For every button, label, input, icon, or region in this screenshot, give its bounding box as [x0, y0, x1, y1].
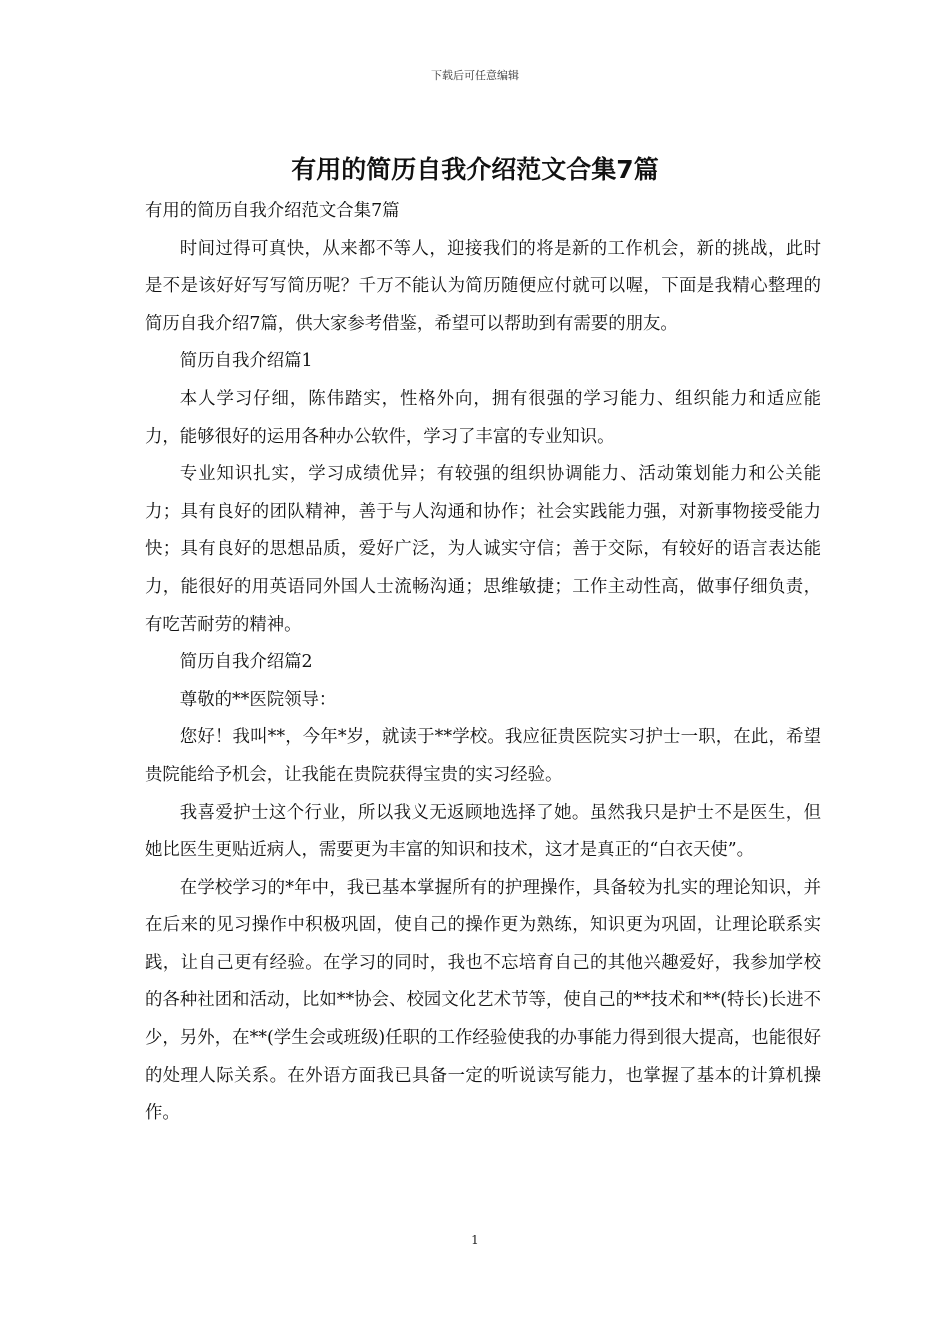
section-heading: 简历自我介绍篇2	[179, 652, 313, 673]
body-paragraph: 您好！我叫**，今年*岁，就读于**学校。我应征贵医院实习护士一职，在此，希望贵院能给予机会，让我能在贵院获得宝贵的实习经验。	[145, 727, 821, 785]
header-note: 下载后可任意编辑	[431, 69, 519, 82]
body-paragraph: 专业知识扎实，学习成绩优异；有较强的组织协调能力、活动策划能力和公关能力；具有良好的团队精神，善于与人沟通和协作；社会实践能力强，对新事物接受能力快；具有良好的思想品质，爱好广泛，为人诚实守信；善于交际，有较好的语言表达能力，能很好的用英语同外国人士流畅沟通；思维敏捷；工作主动性高，做事仔细负责，有吃苦耐劳的精神。	[145, 464, 821, 635]
subtitle-paragraph: 有用的简历自我介绍范文合集7篇	[145, 201, 400, 221]
document-title: 有用的简历自我介绍范文合集7篇	[291, 155, 659, 184]
body-paragraph: 我喜爱护士这个行业，所以我义无返顾地选择了她。虽然我只是护士不是医生，但她比医生更贴近病人，需要更为丰富的知识和技术，这才是真正的“白衣天使”。	[145, 802, 821, 861]
salutation-paragraph: 尊敬的**医院领导：	[179, 689, 337, 710]
page-number: 1	[471, 1233, 479, 1247]
intro-paragraph: 时间过得可真快，从来都不等人，迎接我们的将是新的工作机会，新的挑战，此时是不是该好好写写简历呢？千万不能认为简历随便应付就可以喔，下面是我精心整理的简历自我介绍7篇，供大家参考借鉴，希望可以帮助到有需要的朋友。	[145, 238, 821, 334]
section-heading: 简历自我介绍篇1	[179, 351, 313, 372]
document-body	[145, 193, 821, 1133]
body-paragraph: 本人学习仔细，陈伟踏实，性格外向，拥有很强的学习能力、组织能力和适应能力，能够很好的运用各种办公软件，学习了丰富的专业知识。	[145, 388, 821, 447]
body-paragraph: 在学校学习的*年中，我已基本掌握所有的护理操作，具备较为扎实的理论知识，并在后来的见习操作中积极巩固，使自己的操作更为熟练，知识更为巩固，让理论联系实践，让自己更有经验。在学习的同时，我也不忘培育自己的其他兴趣爱好，我参加学校的各种社团和活动，比如**协会、校园文化艺术节等，使自己的**技术和**(特长)长进不少，另外，在**(学生会或班级)任职的工作经验使我的办事能力得到很大提高，也能很好的处理人际关系。在外语方面我已具备一定的听说读写能力，也掌握了基本的计算机操作。	[145, 877, 821, 1124]
